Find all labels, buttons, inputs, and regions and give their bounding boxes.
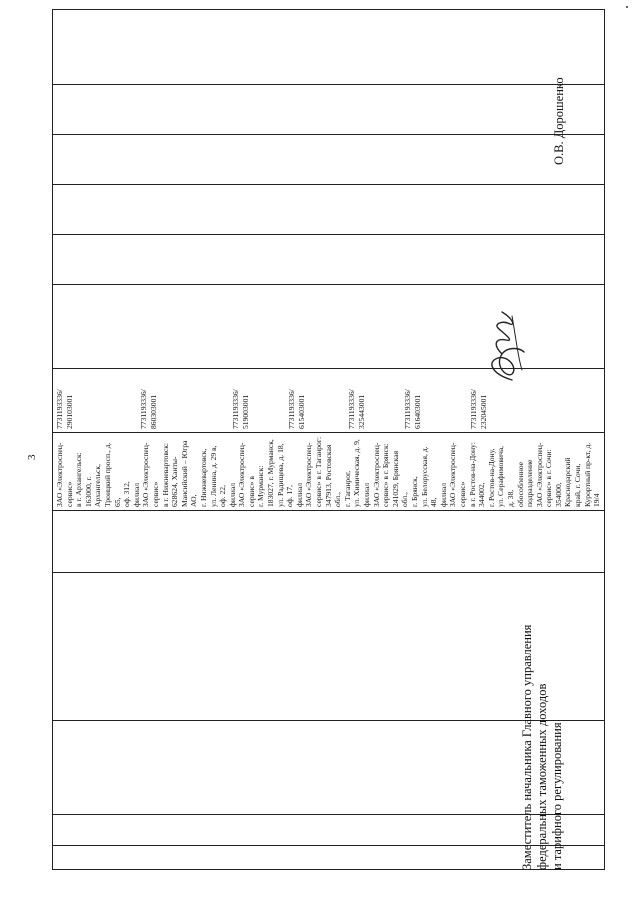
inn-kpp-code: 7731193336/ 616403001 [403,389,422,429]
signatory-title [520,625,565,870]
table-cell [53,10,605,85]
signatory-name: О.В. Дорошенко [552,77,566,165]
table-cell [53,511,605,573]
table-cell [53,135,605,185]
inn-kpp-code: 7731193336/ 860303001 [139,389,158,429]
inn-kpp-code: 7731193336/ 615403001 [287,389,306,429]
page-number: 3 [26,454,38,460]
table-cell [53,85,605,135]
signatory-title-line: федеральных таможенных доходов [535,683,549,870]
table-cell [53,235,605,285]
branch-entry: филиал ЗАО «Электроспец- сервис» в г. Нижневартовск: 628624, Ханты- Мансийский – Югра АО, г. Нижневартовск, ул. Ленина, д. 29 в, оф. 22, [131,440,228,507]
branch-entry: филиал ЗАО «Электроспец- сервис» в г. Таганрог: 347913, Ростовская обл., г. Таганрог, ул. Химическая, д. 9, [294,436,362,507]
inn-kpp-code: 7731193336/ 232045001 [469,389,488,429]
inn-kpp-code: 7731193336/ 290103001 [55,389,74,429]
branch-entry: филиал ЗАО «Электроспец- сервис» в г. Мурманск: 183027, г. Мурманск, ул. Радищева, д. 18, оф. 17, [227,439,295,507]
branch-entry: обособленное подразделение ЗАО «Электроспец- сервис» в г. Сочи: 354000, Краснодарский край, г. Сочи, Курортный пр-кт, д. 19/4 [515,442,602,507]
scan-speck [626,6,628,8]
address-cell [53,433,605,511]
branch-entry: филиал ЗАО «Электроспец- сервис» в г. Брянск: 241029, Брянская обл., г. Брянск, ул. Белорусская, д. 48, [362,442,439,507]
table-cell [53,185,605,235]
branch-entry: ЗАО «Электроспец- сервис» в г. Архангельск: 163000, г. Архангельск, Троицкий просп., д. 65, оф. 312, [55,442,132,507]
signatory-title-line: Заместитель начальника Главного управления [520,624,534,870]
inn-kpp-code: 7731193336/ 519003001 [231,389,250,429]
handwritten-signature [472,308,536,388]
inn-kpp-code: 7731193336/ 325443001 [347,389,366,429]
branch-entry: филиал ЗАО «Электроспец- сервис» в г. Ростов-на-Дону: 344002, г. Ростов-на-Дону, ул. Серафимовича, д. 38, [438,442,515,507]
signatory-title-line: и тарифного регулирования [550,722,564,870]
